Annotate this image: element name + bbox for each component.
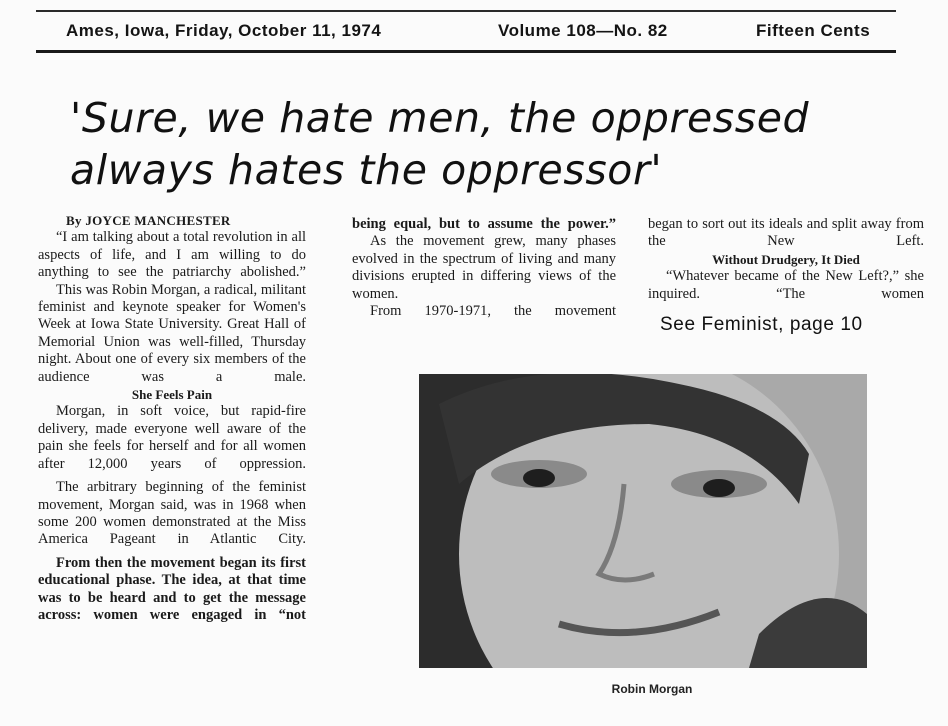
portrait-illustration [419,374,867,668]
paragraph: From then the movement began its first educational phase. The idea, at that time was to be heard and to get the message across: women were engaged in “not [38,554,306,623]
paragraph: This was Robin Morgan, a radical, militant feminist and keynote speaker for Women's Week at Iowa State University. Great Hall of Memorial Union was well-filled, Thursday night. About one of every six members of the audience was a male. [38,281,306,385]
headline-line-1: 'Sure, we hate men, the oppressed [70,94,810,142]
masthead [36,10,896,50]
subhead: Without Drudgery, It Died [712,251,860,267]
masthead-top-rule [36,10,896,12]
headline-line-2: always hates the oppressor' [70,146,663,194]
article-column-3 [648,216,924,303]
byline: By JOYCE MANCHESTER [66,213,231,228]
issue-date: Ames, Iowa, Friday, October 11, 1974 [66,21,382,40]
article-column-1 [38,212,306,624]
paragraph: “I am talking about a total revolution in all aspects of life, and I am willing to do anything to see the patriarchy abolished.” [38,229,306,281]
paragraph: being equal, but to assume the power.” [352,216,616,232]
article-column-2 [352,216,616,320]
paragraph: As the movement grew, many phases evolved in the spectrum of living and many divisions erupted in differing views of the women. [352,233,616,302]
paragraph: began to sort out its ideals and split away from the New Left. [648,216,924,250]
headline [70,92,930,196]
jump-line: See Feminist, page 10 [660,314,863,335]
volume-number: Volume 108—No. 82 [498,21,668,40]
subhead: She Feels Pain [131,387,213,403]
issue-price: Fifteen Cents [756,21,871,40]
portrait-photo [419,374,867,668]
paragraph: The arbitrary beginning of the feminist movement, Morgan said, was in 1968 when some 200 women demonstrated at the Miss America Pageant in Atlantic City. [38,479,306,548]
photo-caption: Robin Morgan [611,682,693,696]
paragraph: “Whatever became of the New Left?,” she inquired. “The women [648,268,924,302]
masthead-bottom-rule [36,50,896,53]
paragraph: From 1970-1971, the movement [370,303,616,320]
paragraph: Morgan, in soft voice, but rapid-fire delivery, made everyone well aware of the pain she feels for herself and for all women after 12,000 years of oppression. [38,403,306,472]
